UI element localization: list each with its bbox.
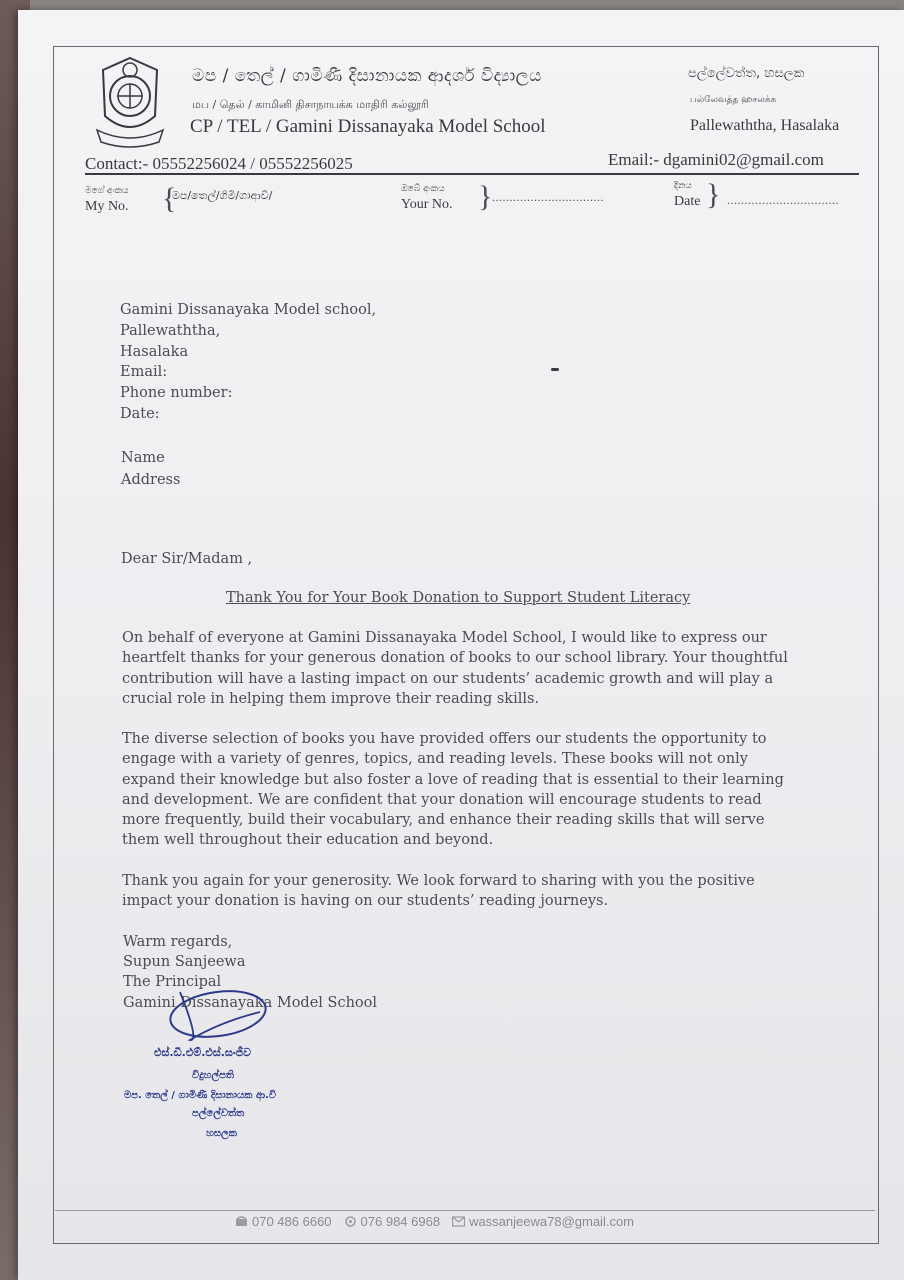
location-english: Pallewaththa, Hasalaka xyxy=(690,117,840,134)
brace-icon: } xyxy=(478,180,493,213)
closing-line: Gamini Dissanayaka Model School xyxy=(123,994,378,1011)
your-no-label xyxy=(401,183,452,213)
address-line: Pallewaththa, xyxy=(120,322,221,339)
official-stamp xyxy=(118,1040,338,1150)
stamp-line: මප. තෙල් / ගාමිණී දිසානායක ආ.වි xyxy=(124,1090,277,1101)
email-icon xyxy=(452,1216,465,1227)
stamp-line: විදුහල්පති xyxy=(192,1070,235,1081)
letter-subject: Thank You for Your Book Donation to Support Student Literacy xyxy=(226,590,691,606)
location-sinhala: පල්ලේවත්ත, හසලක xyxy=(688,66,805,81)
location-tamil: பல்லேவத்த ஹசலக்க xyxy=(690,95,777,105)
my-no-label xyxy=(85,185,129,215)
footer-email-text: wassanjeewa78@gmail.com xyxy=(469,1214,634,1229)
closing-line: Warm regards, xyxy=(123,934,233,950)
footer-phone-2 xyxy=(344,1214,441,1229)
my-no-label-en: My No. xyxy=(85,199,129,214)
my-no-value: මප/තෙල්/ගිමි/ගාආවි/ xyxy=(172,189,273,202)
brace-icon: } xyxy=(706,178,721,211)
header-divider xyxy=(85,173,859,175)
stamp-line: එස්.ඩී.එම්.එස්.සංජීව xyxy=(154,1046,251,1059)
school-name-english: CP / TEL / Gamini Dissanayaka Model School xyxy=(190,116,546,137)
date-label xyxy=(674,180,700,210)
footer-divider xyxy=(55,1210,875,1211)
date-dots: ................................ xyxy=(727,193,839,207)
paragraph-3: Thank you again for your generosity. We look forward to sharing with you the positive impact your donation is having on our students’ reading journeys. xyxy=(122,873,755,910)
footer-phone-2-text: 076 984 6968 xyxy=(360,1214,441,1229)
header-email: Email:- dgamini02@gmail.com xyxy=(608,150,824,169)
school-name-sinhala: මප / තෙල් / ගාමිණී දිසානායක ආදර්ශ විද්‍යාලය xyxy=(192,66,542,86)
my-no-label-si: මගේ අංකය xyxy=(85,186,129,196)
contact-numbers: Contact:- 05552256024 / 05552256025 xyxy=(85,154,353,173)
address-line: Email: xyxy=(120,364,168,381)
address-line: Gamini Dissanayaka Model school, xyxy=(120,302,377,318)
your-no-dots: ................................ xyxy=(492,190,604,204)
date-label-si: දිනය xyxy=(674,181,692,191)
recipient-line: Address xyxy=(121,471,181,488)
school-crest-logo xyxy=(95,56,165,148)
closing-line: The Principal xyxy=(123,974,222,991)
stamp-line: පල්ලේවත්ත xyxy=(192,1108,245,1119)
footer-phone-1 xyxy=(235,1214,332,1229)
sender-address-block xyxy=(120,300,376,425)
phone-icon xyxy=(235,1216,248,1227)
footer-phone-1-text: 070 486 6660 xyxy=(252,1214,332,1229)
address-line: Hasalaka xyxy=(120,343,189,360)
brace-icon: { xyxy=(162,182,177,215)
paragraph-2: The diverse selection of books you have provided offers our students the opportunity to engage with a variety of genres, topics, and reading levels. These books will not only expand their knowledge but also foster a love of reading that is essential to their learning and development. We are confident that your donation will encourage students to read more frequently, build their vocabulary, and enhance their reading skills that will serve them well throughout their education and beyond. xyxy=(122,731,784,849)
address-line: Phone number: xyxy=(120,385,233,402)
stamp-line: හසලක xyxy=(206,1128,237,1139)
mobile-icon xyxy=(344,1216,357,1227)
paragraph-1: On behalf of everyone at Gamini Dissanayaka Model School, I would like to express our heartfelt thanks for your generous donation of books to our school library. Your thoughtful contribution will have a lasting impact on our students’ academic growth and will play a crucial role in helping them improve their reading skills. xyxy=(122,630,788,707)
date-label-en: Date xyxy=(674,194,701,209)
closing-line: Supun Sanjeewa xyxy=(123,954,246,971)
footer-email xyxy=(452,1214,634,1229)
recipient-block xyxy=(121,448,180,491)
footer-contacts xyxy=(235,1214,634,1229)
school-name-tamil: மப / தெல் / காமினி திசாநாயக்க மாதிரி கல்லூரி xyxy=(192,98,429,111)
recipient-line: Name xyxy=(121,450,165,466)
your-no-label-si: ඔබේ අංකය xyxy=(401,184,445,194)
address-line: Date: xyxy=(120,405,160,422)
salutation: Dear Sir/Madam , xyxy=(121,551,253,567)
ink-mark xyxy=(551,368,559,371)
your-no-label-en: Your No. xyxy=(401,197,453,212)
